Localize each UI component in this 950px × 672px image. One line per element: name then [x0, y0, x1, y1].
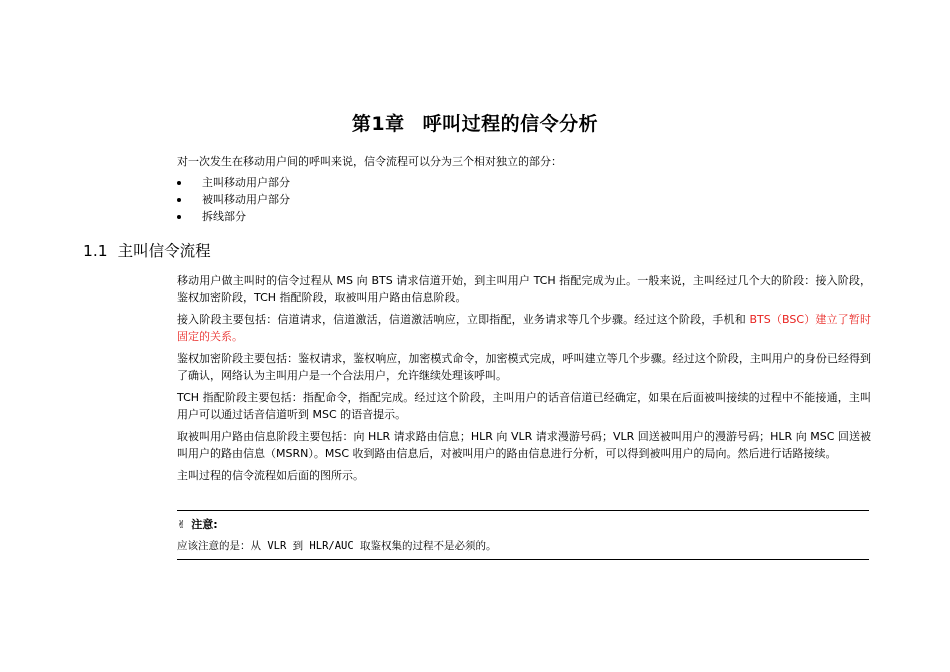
- hand-pointer-icon: ✌: [177, 518, 187, 531]
- note-box: [177, 510, 869, 560]
- note-text: 应该注意的是：从 VLR 到 HLR/AUC 取鉴权集的过程不是必须的。: [177, 540, 497, 552]
- section-heading: [83, 241, 211, 261]
- intro-paragraph: 对一次发生在移动用户间的呼叫来说，信令流程可以分为三个相对独立的部分：: [177, 155, 562, 168]
- highlighted-text: BTS（BSC）建立了暂时固定的关系。: [177, 313, 871, 343]
- bullet-dot-icon: [177, 181, 181, 185]
- paragraph-intro: 移动用户做主叫时的信令过程从 MS 向 BTS 请求信道开始，到主叫用户 TCH 指配完成为止。一般来说，主叫经过几个大的阶段：接入阶段，鉴权加密阶段，TCH 指配阶段，取被叫用户路由信息阶段。: [177, 274, 871, 304]
- note-heading-text: 注意:: [191, 518, 218, 531]
- chapter-title: [0, 109, 950, 136]
- bullet-dot-icon: [177, 215, 181, 219]
- paragraph-tch: TCH 指配阶段主要包括：指配命令，指配完成。经过这个阶段，主叫用户的话音信道已经确定，如果在后面被叫接续的过程中不能接通，主叫用户可以通过话音信道听到 MSC 的语音提示。: [177, 391, 871, 421]
- bullet-dot-icon: [177, 198, 181, 202]
- paragraph-routing: 取被叫用户路由信息阶段主要包括：向 HLR 请求路由信息；HLR 向 VLR 请求漫游号码；VLR 回送被叫用户的漫游号码；HLR 向 MSC 回送被叫用户的路由信息（MSRN）。MSC 收到路由信息后，对被叫用户的路由信息进行分析，可以得到被叫用户的局向。然后进行话路接续。: [177, 430, 871, 460]
- note-heading: [177, 517, 218, 532]
- chapter-title-text: 呼叫过程的信令分析: [422, 113, 599, 135]
- section-number: 1.1: [83, 242, 108, 260]
- list-item: 主叫移动用户部分: [177, 174, 290, 191]
- paragraph-access: 接入阶段主要包括：信道请求，信道激活，信道激活响应，立即指配，业务请求等几个步骤。经过这个阶段，手机和 BTS（BSC）建立了暂时固定的关系。: [177, 313, 871, 343]
- list-item: 拆线部分: [177, 208, 290, 225]
- bullet-list: [177, 174, 290, 225]
- paragraph-auth: 鉴权加密阶段主要包括：鉴权请求，鉴权响应，加密模式命令，加密模式完成，呼叫建立等几个步骤。经过这个阶段，主叫用户的身份已经得到了确认，网络认为主叫用户是一个合法用户，允许继续处理该呼叫。: [177, 352, 871, 382]
- list-item: 被叫移动用户部分: [177, 191, 290, 208]
- section-title: 主叫信令流程: [117, 242, 211, 260]
- paragraph-figure-ref: 主叫过程的信令流程如后面的图所示。: [177, 469, 364, 482]
- section-body: [177, 272, 871, 489]
- chapter-number: 第1章: [351, 113, 405, 135]
